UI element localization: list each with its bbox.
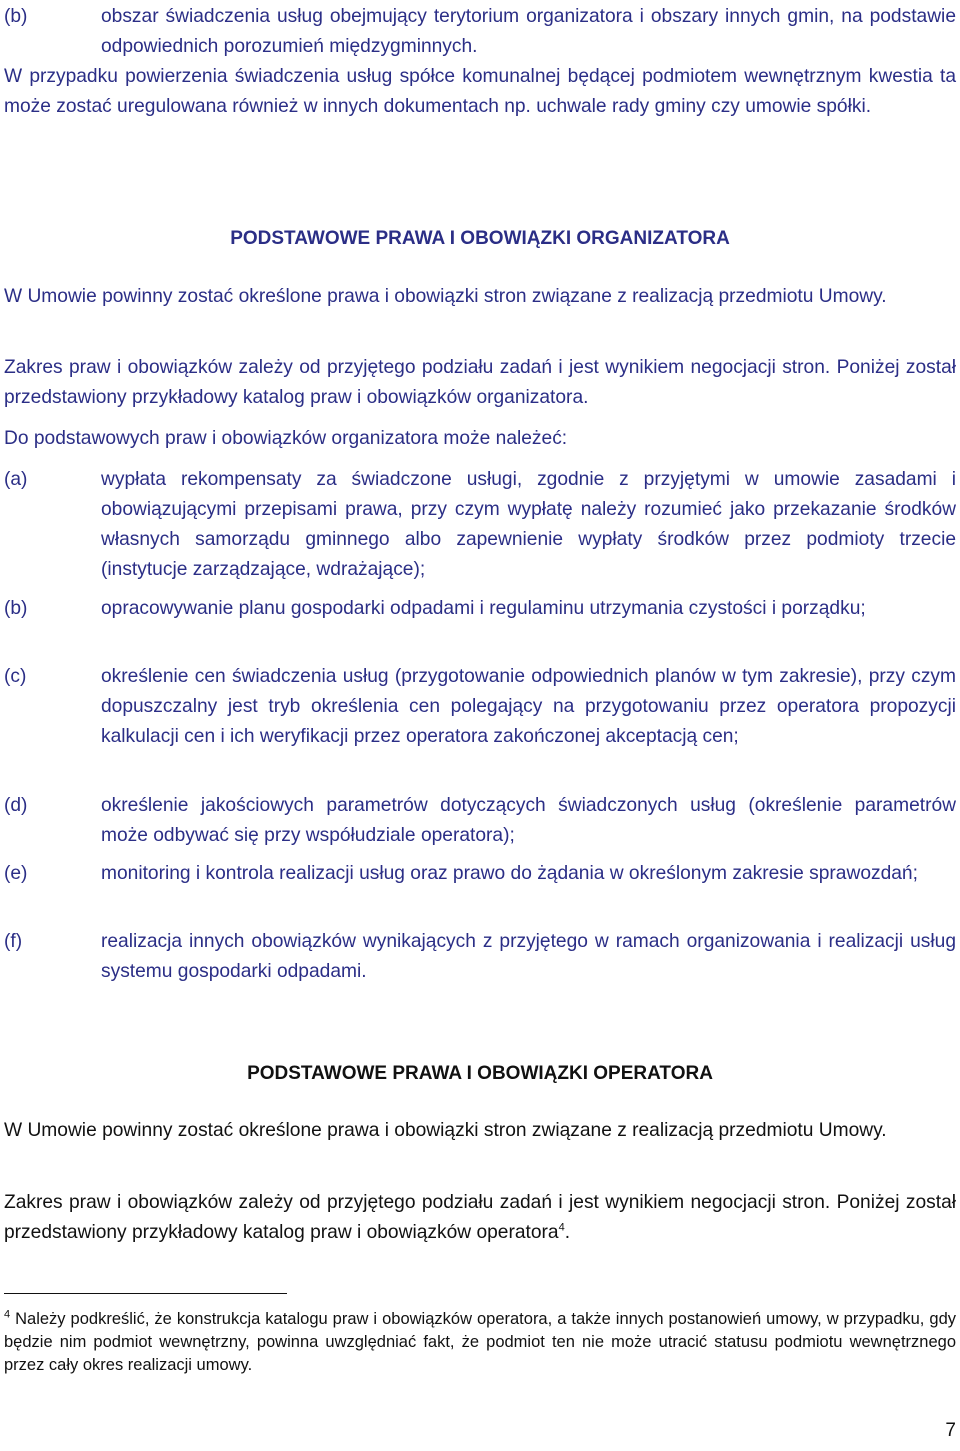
list-item-label: (a) [4, 469, 28, 490]
organizer-paragraph-2: Zakres praw i obowiązków zależy od przyjętego podziału zadań i jest wynikiem negocjacji stron. Poniżej został przedstawiony przykładowy katalog praw i obowiązków organizatora. [4, 357, 956, 408]
list-item-text: określenie cen świadczenia usług (przygotowanie odpowiednich planów w tym zakresie), przy czym dopuszczalny jest tryb określenia cen polegający na przygotowaniu przez operatora propozycji kalkulacji cen i ich weryfikacji przez operatora zakończonej akceptacją cen; [101, 666, 956, 747]
organizer-paragraph-3: Do podstawowych praw i obowiązków organizatora może należeć: [4, 428, 568, 449]
list-item-label: (b) [4, 6, 28, 27]
list-item-text: określenie jakościowych parametrów dotyczących świadczonych usług (określenie parametrów może odbywać się przy współudziale operatora); [101, 795, 956, 846]
organizer-list-item-a [4, 465, 956, 585]
page-number: 7 [945, 1420, 956, 1441]
footnote-number: 4 [4, 1308, 11, 1321]
list-item-label: (d) [4, 795, 28, 816]
footnote [4, 1308, 956, 1377]
operator-paragraph-1: W Umowie powinny zostać określone prawa i obowiązki stron związane z realizacją przedmiotu Umowy. [4, 1120, 887, 1141]
intro-paragraph: W przypadku powierzenia świadczenia usług spółce komunalnej będącej podmiotem wewnętrznym kwestia ta może zostać uregulowana również w innych dokumentach np. uchwale rady gminy czy umowie spółki. [4, 66, 956, 117]
footnote-text: Należy podkreślić, że konstrukcja katalogu praw i obowiązków operatora, a także innych postanowień umowy, w przypadku, gdy będzie nim podmiot wewnętrzny, powinna uwzględniać fakt, że podmiot ten nie może utracić statusu podmiotu wewnętrznego przez cały okres realizacji umowy. [4, 1310, 956, 1374]
list-item-text: opracowywanie planu gospodarki odpadami i regulaminu utrzymania czystości i porządku; [101, 598, 866, 619]
organizer-list-item-c [4, 662, 956, 752]
list-item-text: realizacja innych obowiązków wynikających z przyjętego w ramach organizowania i realizacji usług systemu gospodarki odpadami. [101, 931, 956, 982]
list-item-text: obszar świadczenia usług obejmujący terytorium organizatora i obszary innych gmin, na podstawie odpowiednich porozumień międzygminnych. [101, 6, 956, 57]
operator-paragraph-2-end: . [564, 1222, 571, 1243]
operator-paragraph-2 [4, 1188, 956, 1248]
list-item-top-b [4, 2, 956, 62]
list-item-text: wypłata rekompensaty za świadczone usługi, zgodnie z przyjętymi w umowie zasadami i obowiązującymi przepisami prawa, przy czym wypłatę należy rozumieć jako przekazanie środków własnych samorządu gminnego albo zapewnienie wypłaty środków przez podmioty trzecie (instytucje zarządzające, wdrażające); [101, 469, 956, 580]
operator-paragraph-2-text: Zakres praw i obowiązków zależy od przyjętego podziału zadań i jest wynikiem negocjacji stron. Poniżej został przedstawiony przykładowy katalog praw i obowiązków operatora [4, 1192, 956, 1243]
list-item-label: (b) [4, 598, 28, 619]
organizer-section-heading: PODSTAWOWE PRAWA I OBOWIĄZKI ORGANIZATORA [230, 228, 730, 249]
operator-section-heading: PODSTAWOWE PRAWA I OBOWIĄZKI OPERATORA [247, 1063, 713, 1084]
list-item-label: (e) [4, 863, 28, 884]
organizer-list-item-b [4, 594, 956, 624]
list-item-label: (f) [4, 931, 23, 952]
organizer-list-item-e [4, 859, 956, 889]
footnote-reference: 4 [558, 1221, 565, 1234]
list-item-label: (c) [4, 666, 27, 687]
list-item-text: monitoring i kontrola realizacji usług oraz prawo do żądania w określonym zakresie sprawozdań; [101, 863, 918, 884]
organizer-paragraph-1: W Umowie powinny zostać określone prawa i obowiązki stron związane z realizacją przedmiotu Umowy. [4, 286, 887, 307]
footnote-separator [4, 1293, 287, 1294]
organizer-list-item-d [4, 791, 956, 851]
organizer-list-item-f [4, 927, 956, 987]
